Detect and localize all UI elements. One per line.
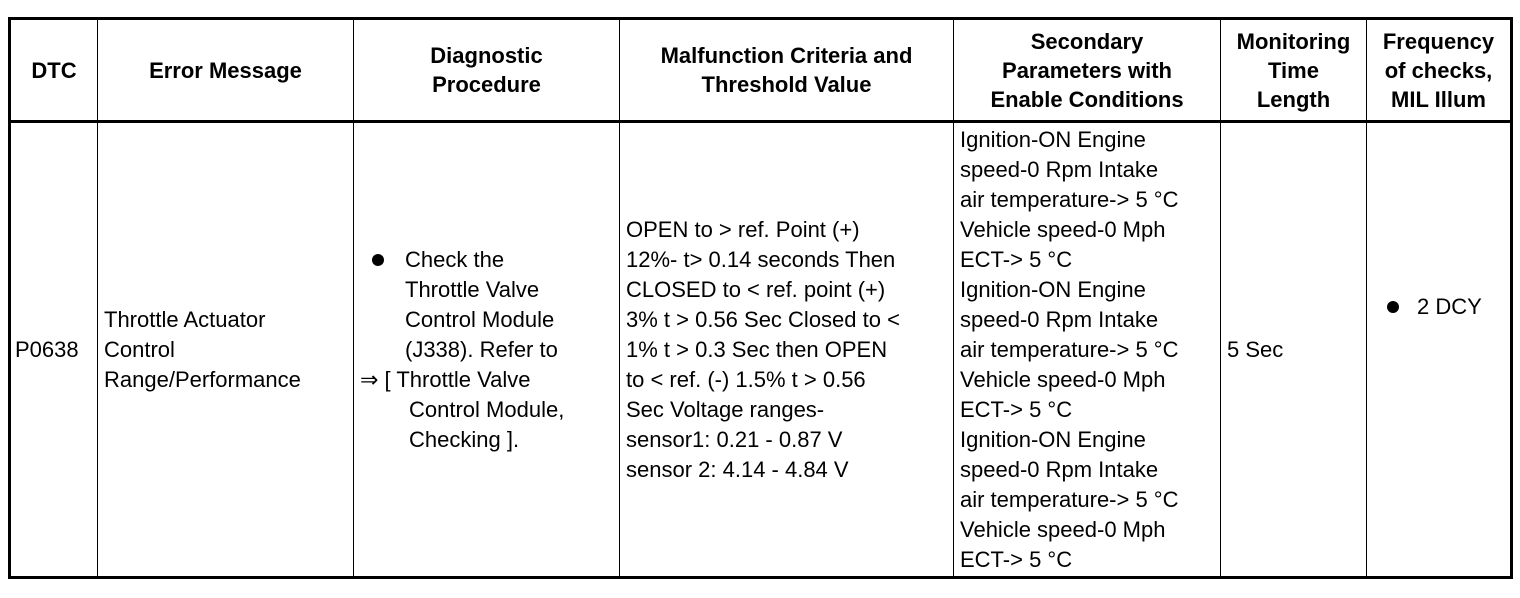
bullet-icon: [372, 254, 384, 266]
header-secondary-parameters: Secondary Parameters with Enable Conditions: [954, 19, 1221, 122]
procedure-list-item: [354, 245, 617, 365]
header-frequency: Frequency of checks, MIL Illum: [1367, 19, 1512, 122]
header-dtc: DTC: [10, 19, 98, 122]
header-row: [10, 19, 1512, 122]
frequency-cell: [1367, 122, 1512, 578]
procedure-link-block: ⇒ [ Throttle Valve Control Module, Checking ].: [354, 365, 617, 455]
monitoring-time-cell: 5 Sec: [1221, 122, 1367, 578]
malfunction-criteria-cell: OPEN to > ref. Point (+) 12%- t> 0.14 seconds Then CLOSED to < ref. point (+) 3% t > 0.56 Sec Closed to < 1% t > 0.3 Sec then OPEN to < ref. (-) 1.5% t > 0.56 Sec Voltage ranges- sensor1: 0.21 - 0.87 V sensor 2: 4.14 - 4.84 V: [620, 122, 954, 578]
header-monitoring-time: Monitoring Time Length: [1221, 19, 1367, 122]
procedure-text: Check the Throttle Valve Control Module (J338). Refer to: [405, 246, 558, 362]
secondary-parameters-cell: Ignition-ON Engine speed-0 Rpm Intake air temperature-> 5 °C Vehicle speed-0 Mph ECT-> 5 °C Ignition-ON Engine speed-0 Rpm Intake air temperature-> 5 °C Vehicle speed-0 Mph ECT-> 5 °C Ignition-ON Engine speed-0 Rpm Intake air temperature-> 5 °C Vehicle speed-0 Mph ECT-> 5 °C: [954, 122, 1221, 578]
dtc-code: P0638: [10, 122, 98, 578]
dtc-table: [8, 17, 1513, 579]
procedure-reference-link[interactable]: ⇒ [ Throttle Valve: [360, 366, 531, 392]
header-diagnostic-procedure: Diagnostic Procedure: [354, 19, 620, 122]
diagnostic-procedure-cell: [354, 122, 620, 578]
bullet-icon: [1387, 301, 1399, 313]
table-row: [10, 122, 1512, 578]
frequency-list-item: [1367, 292, 1508, 322]
header-malfunction-criteria: Malfunction Criteria and Threshold Value: [620, 19, 954, 122]
error-message-cell: Throttle Actuator Control Range/Performance: [98, 122, 354, 578]
frequency-value: 2 DCY: [1417, 293, 1482, 319]
header-error-message: Error Message: [98, 19, 354, 122]
